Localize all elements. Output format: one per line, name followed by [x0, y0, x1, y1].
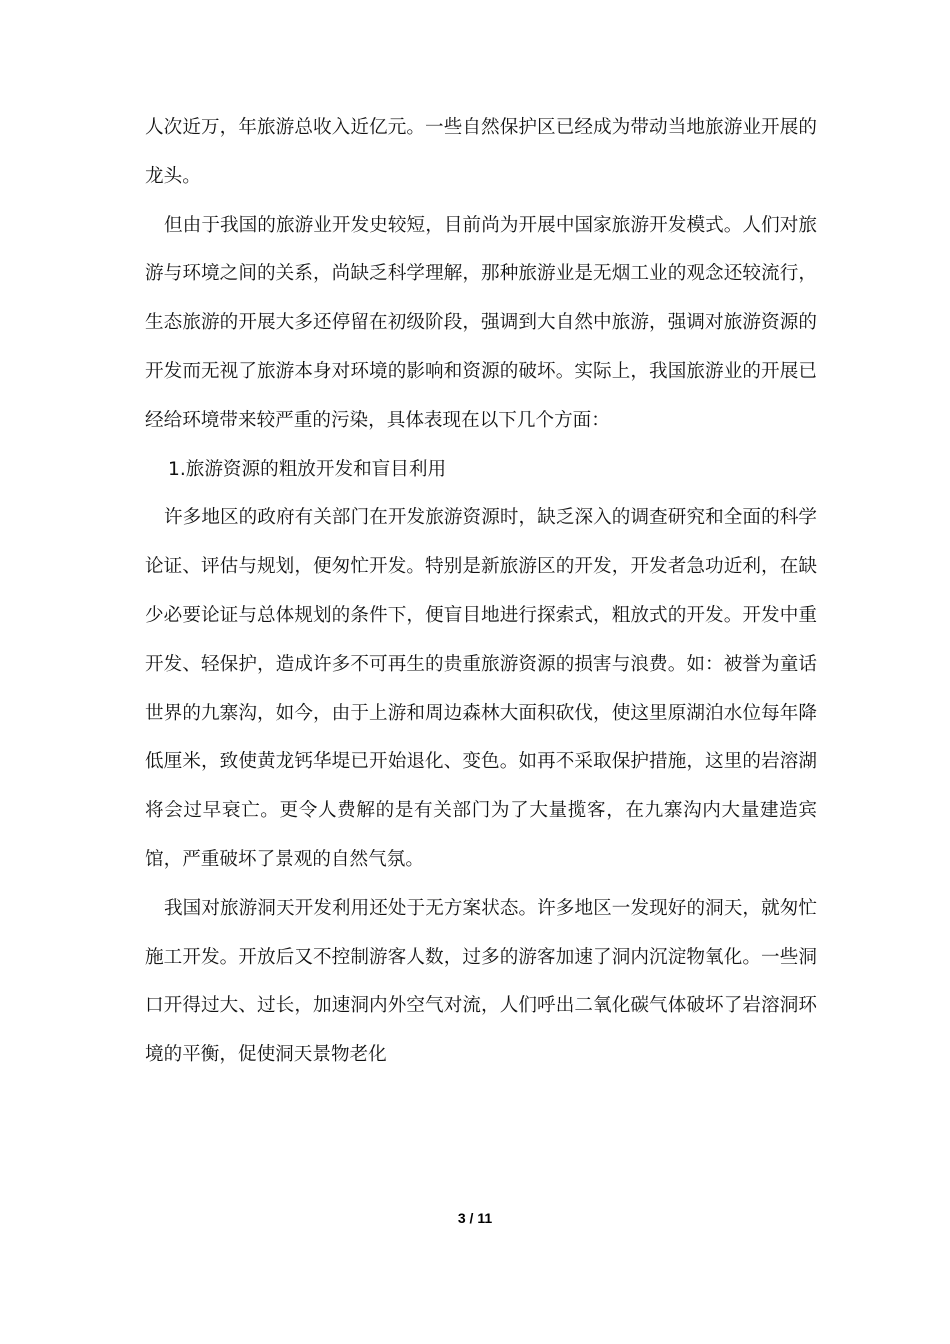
page-number: 3 / 11	[457, 1210, 493, 1226]
document-body	[145, 104, 817, 1080]
section-heading: 1.旅游资源的粗放开发和盲目利用	[168, 458, 447, 480]
paragraph-cave-development: 我国对旅游洞天开发利用还处于无方案状态。许多地区一发现好的洞天，就匆忙施工开发。开放后又不控制游客人数，过多的游客加速了洞内沉淀物氧化。一些洞口开得过大、过长，加速洞内外空气对流，人们呼出二氧化碳气体破坏了岩溶洞环境的平衡，促使洞天景物老化	[145, 897, 817, 1066]
paragraph-tourism-overview: 但由于我国的旅游业开发史较短，目前尚为开展中国家旅游开发模式。人们对旅游与环境之间的关系，尚缺乏科学理解，那种旅游业是无烟工业的观念还较流行，生态旅游的开展大多还停留在初级阶段，强调到大自然中旅游，强调对旅游资源的开发而无视了旅游本身对环境的影响和资源的破坏。实际上，我国旅游业的开展已经给环境带来较严重的污染，具体表现在以下几个方面：	[145, 214, 817, 431]
paragraph-resource-development: 许多地区的政府有关部门在开发旅游资源时，缺乏深入的调查研究和全面的科学论证、评估与规划，便匆忙开发。特别是新旅游区的开发，开发者急功近利，在缺少必要论证与总体规划的条件下，便盲目地进行探索式，粗放式的开发。开发中重开发、轻保护，造成许多不可再生的贵重旅游资源的损害与浪费。如：被誉为童话世界的九寨沟，如今，由于上游和周边森林大面积砍伐，使这里原湖泊水位每年降低厘米，致使黄龙钙华堤已开始退化、变色。如再不采取保护措施，这里的岩溶湖将会过早衰亡。更令人费解的是有关部门为了大量揽客，在九寨沟内大量建造宾馆，严重破坏了景观的自然气氛。	[145, 507, 817, 870]
paragraph-continuation: 人次近万，年旅游总收入近亿元。一些自然保护区已经成为带动当地旅游业开展的龙头。	[145, 117, 817, 187]
